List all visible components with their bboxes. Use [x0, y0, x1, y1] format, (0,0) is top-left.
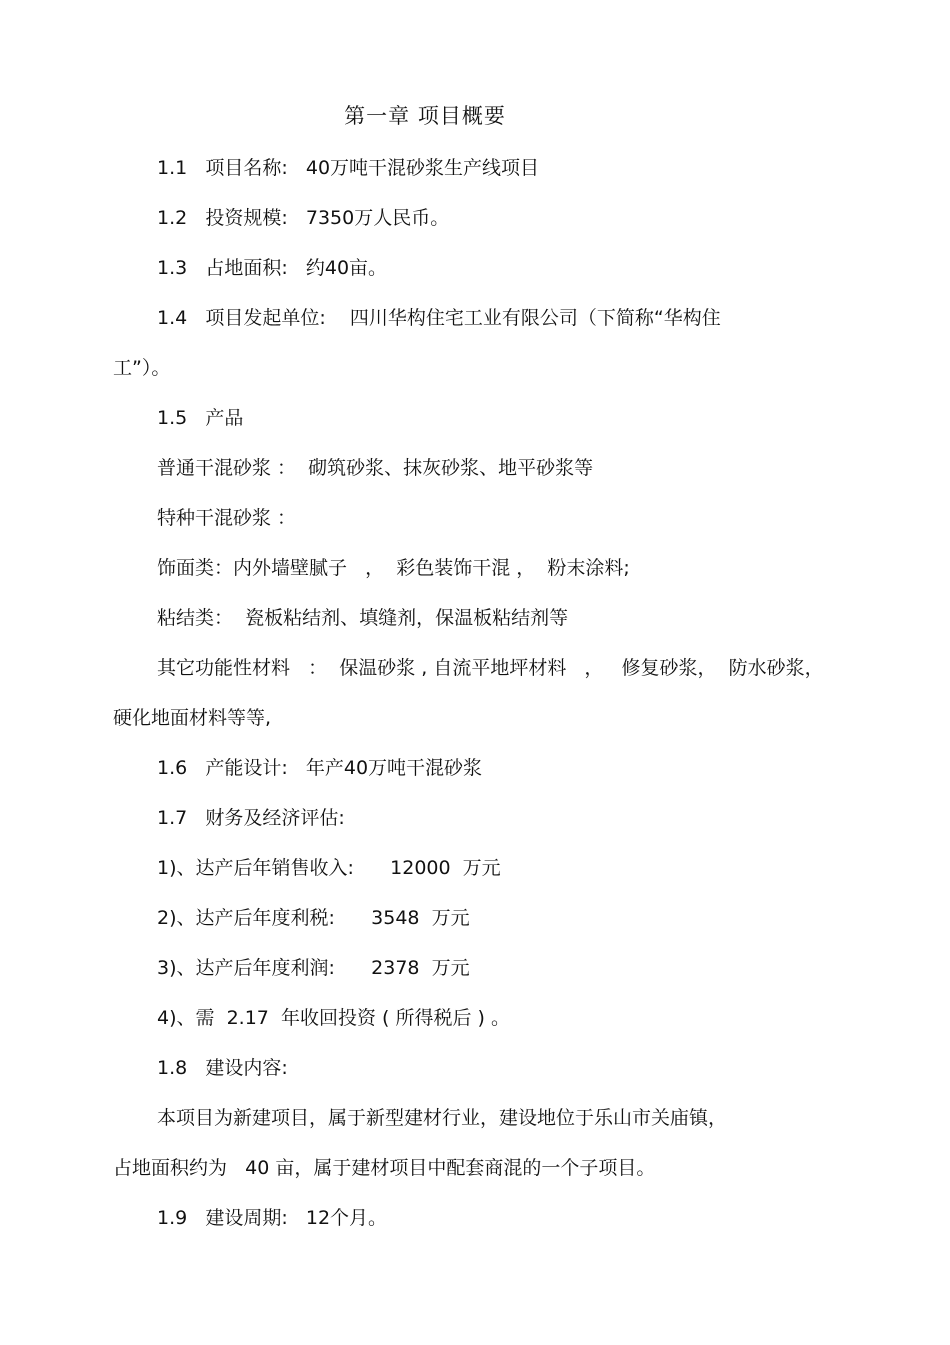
special-mortar-line: 特种干混砂浆 ：: [157, 507, 297, 529]
other-materials-line-continued: 硬化地面材料等等,: [113, 707, 272, 729]
ordinary-mortar-line: 普通干混砂浆 ： 砌筑砂浆、抹灰砂浆、地平砂浆等: [157, 457, 594, 479]
bonding-category-line: 粘结类： 瓷板粘结剂、填缝剂，保温板粘结剂等: [157, 607, 569, 629]
finish-category-line: 饰面类：内外墙壁腻子 ， 彩色装饰干混 ， 粉末涂料;: [157, 557, 630, 579]
sponsor-line-continued: 工”）。: [113, 357, 171, 379]
annual-profit-line: 3)、达产后年度利润: 2378 万元: [157, 957, 470, 979]
other-materials-line: 其它功能性材料 ： 保温砂浆 , 自流平地坪材料 ， 修复砂浆， 防水砂浆，: [157, 657, 824, 679]
project-name-line: 1.1 项目名称: 40万吨干混砂浆生产线项目: [157, 157, 540, 179]
construction-period-line: 1.9 建设周期: 12个月。: [157, 1207, 388, 1229]
annual-tax-profit-line: 2)、达产后年度利税: 3548 万元: [157, 907, 470, 929]
payback-line: 4)、需 2.17 年收回投资 ( 所得税后 ) 。: [157, 1007, 510, 1029]
construction-content-line-continued: 占地面积约为 40 亩，属于建材项目中配套商混的一个子项目。: [113, 1157, 656, 1179]
land-area-line: 1.3 占地面积: 约40亩。: [157, 257, 388, 279]
sponsor-line: 1.4 项目发起单位: 四川华构住宅工业有限公司（下简称“华构住: [157, 307, 721, 329]
capacity-design-line: 1.6 产能设计: 年产40万吨干混砂浆: [157, 757, 483, 779]
financial-evaluation-heading: 1.7 财务及经济评估:: [157, 807, 345, 829]
construction-content-heading: 1.8 建设内容:: [157, 1057, 288, 1079]
construction-content-line: 本项目为新建项目，属于新型建材行业，建设地位于乐山市关庙镇，: [157, 1107, 728, 1129]
products-heading: 1.5 产品: [157, 407, 244, 429]
investment-scale-line: 1.2 投资规模: 7350万人民币。: [157, 207, 450, 229]
chapter-title: 第一章 项目概要: [344, 104, 506, 128]
annual-revenue-line: 1)、达产后年销售收入: 12000 万元: [157, 857, 501, 879]
